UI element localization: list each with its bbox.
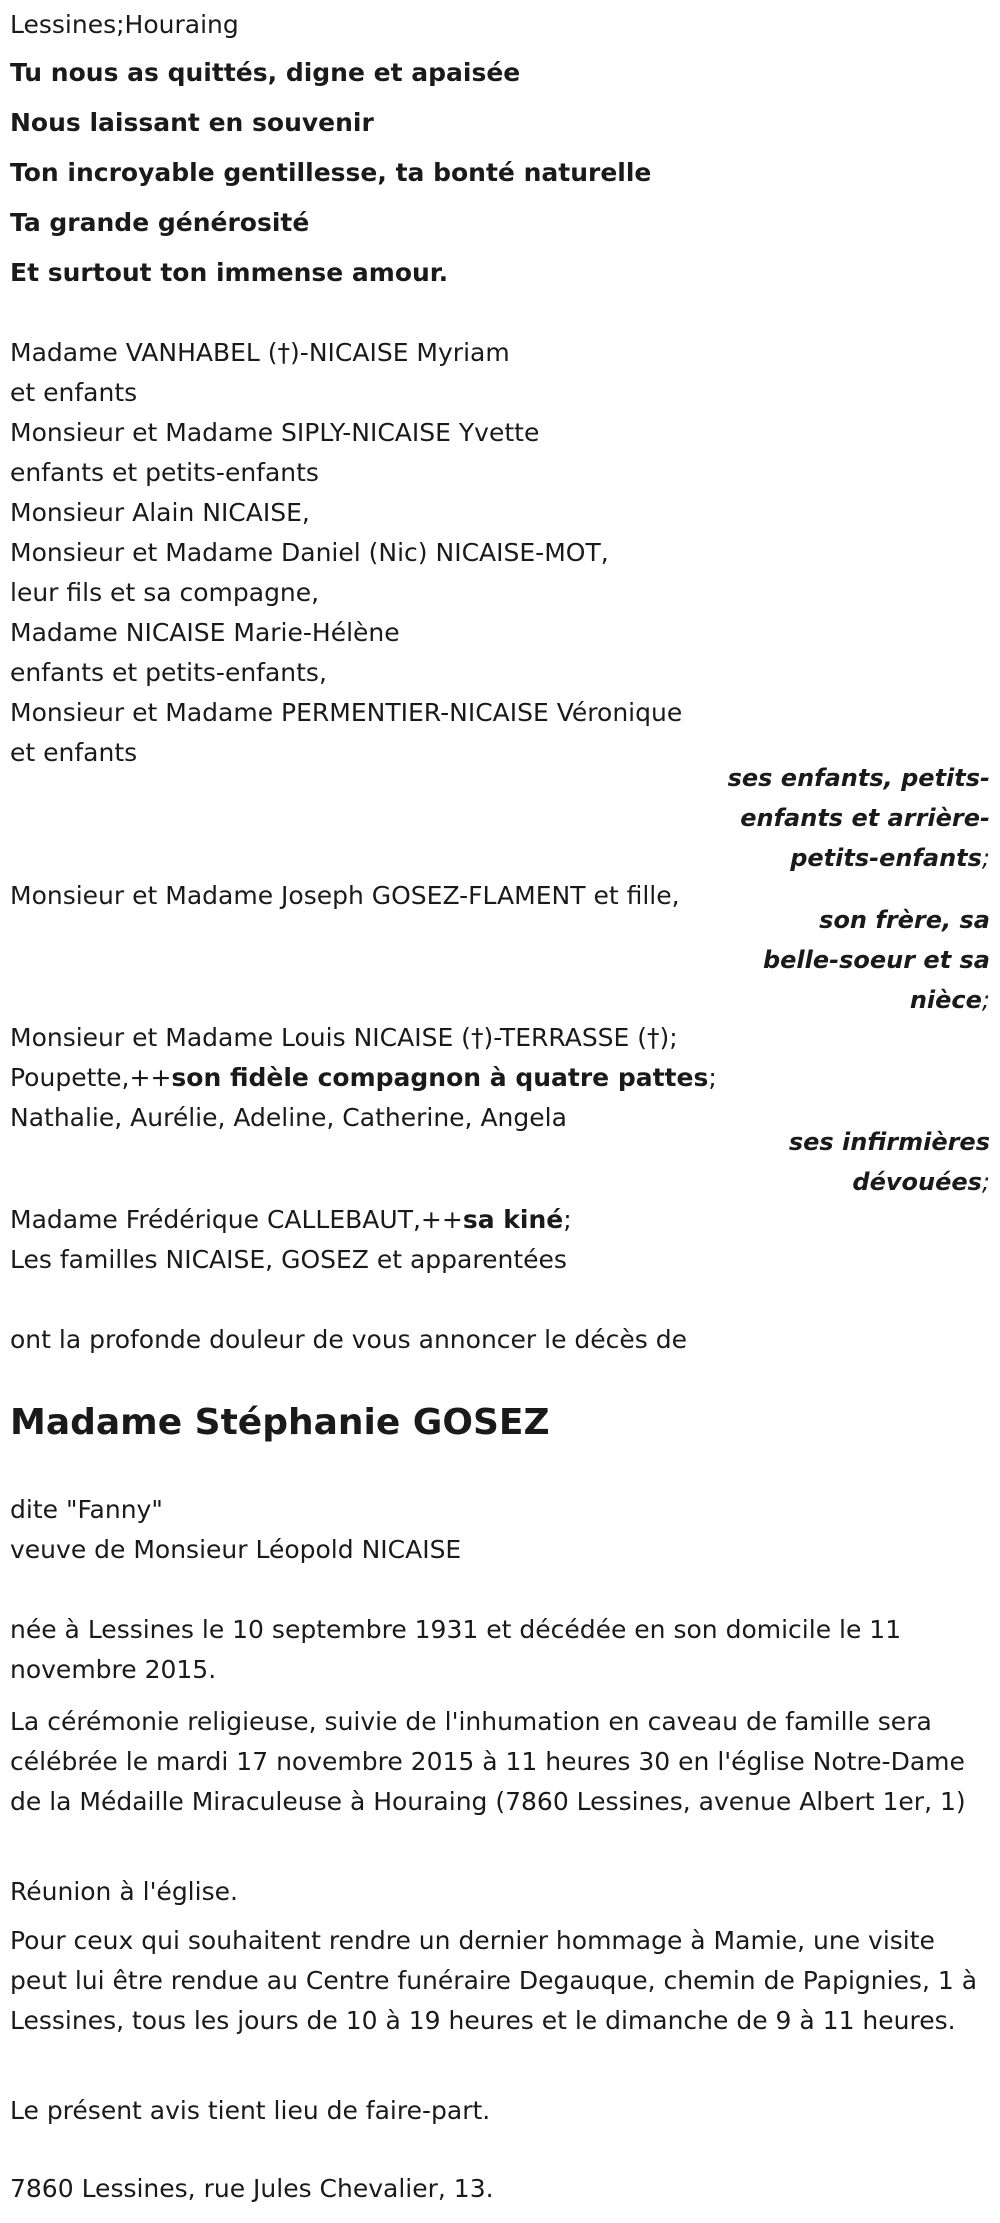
families-line: Les familles NICAISE, GOSEZ et apparentées <box>10 1245 567 1274</box>
notice-paragraph: Le présent avis tient lieu de faire-part. <box>10 2096 491 2125</box>
kine-name: Madame Frédérique CALLEBAUT,++ <box>10 1205 463 1234</box>
role-line: enfants et arrière- <box>740 804 990 832</box>
role-separator: ; <box>981 986 990 1014</box>
role-text: dévouées <box>852 1168 982 1196</box>
family-line: et enfants <box>10 378 138 407</box>
poem-line: Tu nous as quittés, digne et apaisée <box>10 58 521 87</box>
meeting-paragraph: Réunion à l'église. <box>10 1877 238 1906</box>
address-line: 7860 Lessines, rue Jules Chevalier, 13. <box>10 2174 494 2203</box>
family-line: enfants et petits-enfants <box>10 458 319 487</box>
in-laws-line: Monsieur et Madame Louis NICAISE (†)-TERRASSE (†); <box>10 1023 678 1052</box>
role-text: petits-enfants <box>790 844 982 872</box>
pet-role: son fidèle compagnon à quatre pattes <box>171 1063 709 1092</box>
kine-role: sa kiné <box>462 1205 564 1234</box>
role-separator: ; <box>981 844 990 872</box>
role-line: ses enfants, petits- <box>727 764 990 792</box>
sibling-role <box>763 900 990 1020</box>
deceased-name: Madame Stéphanie GOSEZ <box>10 1402 550 1443</box>
family-line: Monsieur Alain NICAISE, <box>10 498 310 527</box>
announcement-line: ont la profonde douleur de vous annoncer le décès de <box>10 1325 688 1354</box>
family-line: Monsieur et Madame PERMENTIER-NICAISE Véronique <box>10 698 683 727</box>
family-line: et enfants <box>10 738 138 767</box>
nurses-role <box>789 1122 990 1202</box>
location-line: Lessines;Houraing <box>10 10 239 39</box>
birth-death-paragraph: née à Lessines le 10 septembre 1931 et décédée en son domicile le 11 novembre 2015. <box>10 1615 902 1684</box>
poem-line: Ta grande générosité <box>10 208 310 237</box>
role-line: son frère, sa <box>819 906 990 934</box>
role-separator: ; <box>981 1168 990 1196</box>
poem-line: Nous laissant en souvenir <box>10 108 374 137</box>
family-line: Madame VANHABEL (†)-NICAISE Myriam <box>10 338 510 367</box>
pet-line <box>10 1063 717 1093</box>
role-line: belle-soeur et sa <box>762 946 990 974</box>
nickname-line: dite "Fanny" <box>10 1495 163 1524</box>
widow-line: veuve de Monsieur Léopold NICAISE <box>10 1535 462 1564</box>
children-role <box>728 758 990 878</box>
poem-line: Ton incroyable gentillesse, ta bonté naturelle <box>10 158 652 187</box>
family-line: Monsieur et Madame Daniel (Nic) NICAISE-MOT, <box>10 538 609 567</box>
family-line: leur fils et sa compagne, <box>10 578 320 607</box>
kine-line <box>10 1205 572 1235</box>
visit-paragraph: Pour ceux qui souhaitent rendre un dernier hommage à Mamie, une visite peut lui être rendue au Centre funéraire Degauque, chemin de Papignies, 1 à Lessines, tous les jours de 10 à 19 heures et le dimanche de 9 à 11 heures. <box>10 1926 978 2035</box>
family-line: Monsieur et Madame SIPLY-NICAISE Yvette <box>10 418 540 447</box>
kine-separator: ; <box>563 1205 572 1234</box>
sibling-line: Monsieur et Madame Joseph GOSEZ-FLAMENT et fille, <box>10 881 680 910</box>
nurses-line: Nathalie, Aurélie, Adeline, Catherine, Angela <box>10 1103 567 1132</box>
role-text: nièce <box>909 986 982 1014</box>
family-line: Madame NICAISE Marie-Hélène <box>10 618 400 647</box>
role-line <box>728 838 990 878</box>
pet-separator: ; <box>708 1063 717 1092</box>
poem-line: Et surtout ton immense amour. <box>10 258 449 287</box>
role-line <box>763 980 990 1020</box>
role-line <box>789 1162 990 1202</box>
ceremony-paragraph: La cérémonie religieuse, suivie de l'inhumation en caveau de famille sera célébrée le mardi 17 novembre 2015 à 11 heures 30 en l'église Notre-Dame de la Médaille Miraculeuse à Houraing (7860 Lessines, avenue Albert 1er, 1) <box>10 1707 966 1816</box>
role-line: ses infirmières <box>788 1128 990 1156</box>
pet-name: Poupette,++ <box>10 1063 172 1092</box>
family-line: enfants et petits-enfants, <box>10 658 327 687</box>
